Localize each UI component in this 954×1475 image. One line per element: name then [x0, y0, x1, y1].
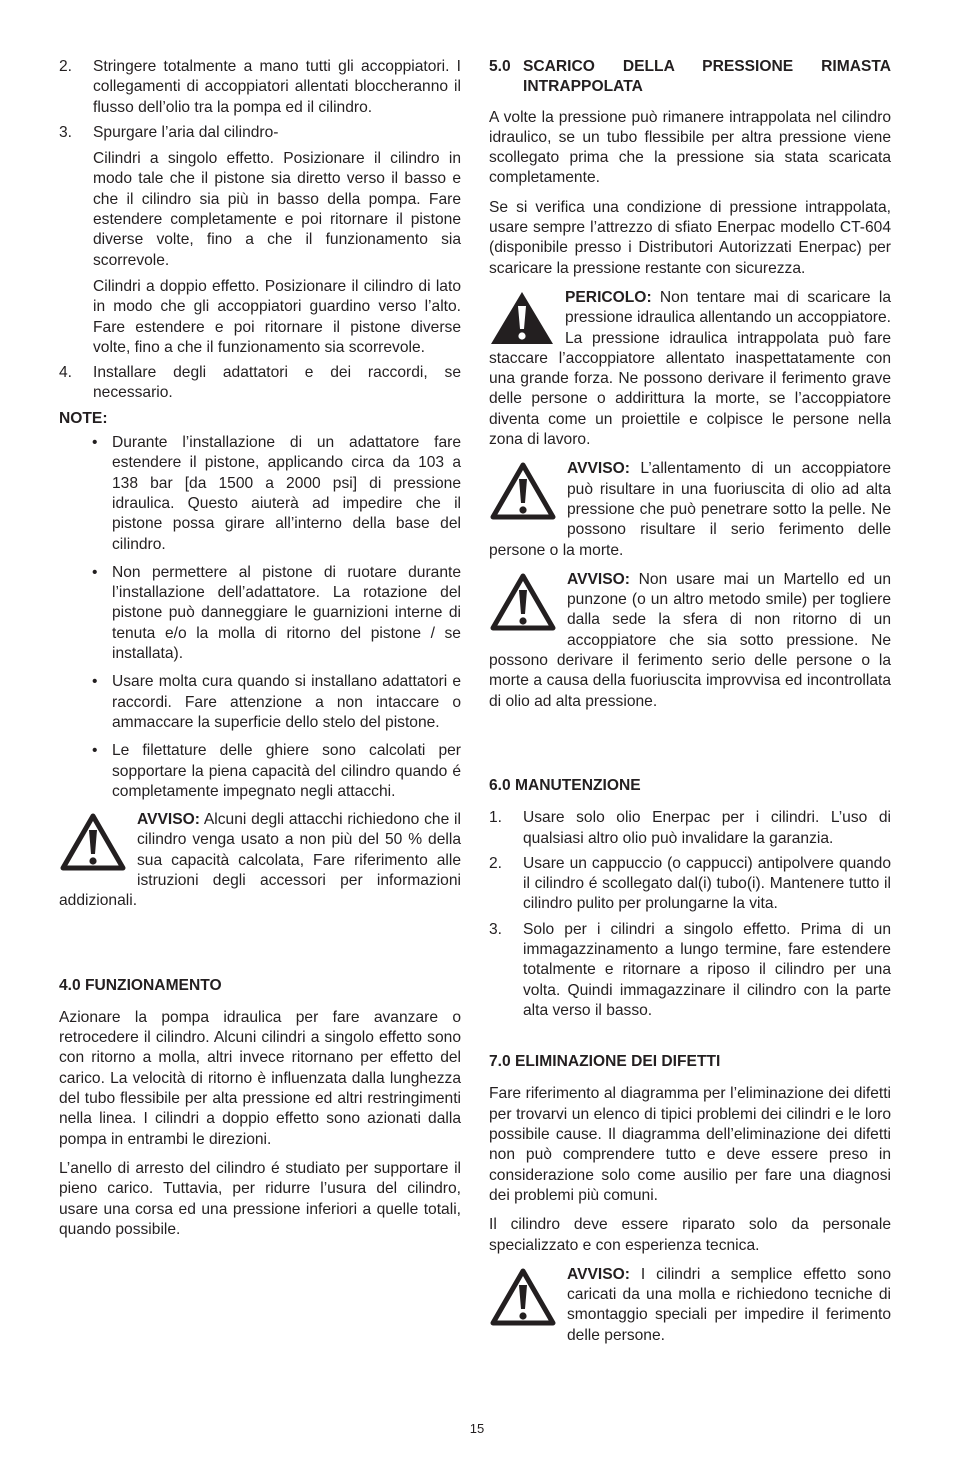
item-text: Spurgare l’aria dal cilindro- — [93, 123, 279, 141]
section-heading: 4.0 FUNZIONAMENTO — [59, 976, 222, 994]
list-item — [59, 672, 461, 733]
right-column — [489, 57, 891, 1355]
list-item — [59, 123, 461, 358]
warning-block — [489, 570, 891, 712]
paragraph: L’anello di arresto del cilindro é studiato per supportare il pieno carico. Tuttavia, per ridurre l’usura del cilindro, usare una corsa ed una pressione inferiori a quelle totali, quando possibile. — [59, 1159, 461, 1238]
section-title: SCARICO DELLA PRESSIONE RIMASTA — [523, 58, 891, 75]
danger-triangle-icon — [489, 290, 555, 346]
list-item — [59, 433, 461, 555]
item-text: Stringere totalmente a mano tutti gli accoppiatori. I collegamenti di accoppiatori allentati bloccheranno il flusso dell’olio tra la pompa ed il cilindro. — [93, 58, 461, 116]
item-number: 3. — [59, 123, 73, 141]
warning-text: I cilindri a semplice effetto sono caricati da una molla e richiedono tecniche di smontaggio speciali per impedire il ferimento delle persone. — [567, 1265, 891, 1344]
warning-text: Non usare mai un Martello ed un punzone (o un altro metodo smile) per togliere dalla sede la sfera di non ritorno di un accoppiatore che sia sotto pressione. Ne possono derivare il ferimento serio delle persone o la morte a causa della fuoriuscita improvvisa ed incontrollata di olio ad alta pressione. — [489, 570, 891, 710]
item-number: 4. — [59, 364, 73, 382]
left-column — [59, 57, 461, 1249]
item-number: 2. — [59, 58, 73, 75]
warning-block — [59, 810, 461, 911]
paragraph: A volte la pressione può rimanere intrappolata nel cilindro idraulico, se un tubo flessibile per altra pressione viene scollegato prima che la pressione sia stata scaricata completamente. — [489, 108, 891, 187]
bullet-text: Le filettature delle ghiere sono calcolati per sopportare la piena capacità del cilindro quando é completamente impegnato negli attacchi. — [112, 742, 461, 800]
warning-label: AVVISO: — [137, 811, 200, 829]
warning-triangle-icon — [489, 461, 557, 521]
section-number: 5.0 — [489, 58, 511, 75]
danger-text: Non tentare mai di scaricare la pressione idraulica allentando un accoppiatore. La pressione idraulica intrappolata può fare staccare l’accoppiatore allentato inaspettatamente con una grande forza. Ne possono derivare il ferimento grave delle persone o addirittura la morte, se l’accoppiatore diventa come un proiettile e colpisce le persone nella zona di lavoro. — [489, 288, 891, 449]
warning-label: AVVISO: — [567, 460, 630, 478]
list-item — [59, 57, 461, 118]
danger-label: PERICOLO: — [565, 288, 652, 306]
list-item — [59, 563, 461, 664]
section-heading: 6.0 MANUTENZIONE — [489, 776, 641, 794]
list-item — [489, 920, 891, 1021]
list-item — [489, 808, 891, 849]
bullet-mark: • — [92, 434, 98, 452]
item-text: Usare un cappuccio (o cappucci) antipolvere quando il cilindro é scollegato dal(i) tubo(i). Mantenere tutto il cilindro pulito per prolungarne la vita. — [523, 854, 891, 913]
item-text: Installare degli adattatori e dei raccordi, se necessario. — [93, 364, 461, 402]
list-item — [489, 854, 891, 915]
list-item — [59, 741, 461, 802]
bullet-mark: • — [92, 742, 98, 760]
warning-triangle-icon — [489, 572, 557, 632]
warning-triangle-icon — [489, 1267, 557, 1327]
single-effect-paragraph: Cilindri a singolo effetto. Posizionare il cilindro in modo tale che il pistone sia diretto verso il basso e che il cilindro sia più in basso della pompa. Fare estendere completamente e poi ritornare il pistone diverse volte, fino a che il funzionamento sia scorrevole. — [93, 150, 461, 269]
warning-text: L’allentamento di un accoppiatore può risultare in una fuoriuscita di olio ad alta pressione che può penetrare sotto la pelle. Ne possono risultare il serio ferimento delle persone o la morte. — [489, 460, 891, 559]
section-heading: 7.0 ELIMINAZIONE DEI DIFETTI — [489, 1053, 721, 1071]
warning-block — [489, 459, 891, 560]
warning-label: AVVISO: — [567, 570, 630, 588]
double-effect-paragraph: Cilindri a doppio effetto. Posizionare il cilindro di lato in modo che gli accoppiatori guardino verso l’alto. Fare estendere e poi ritornare il pistone diverse volte, fino a che il funzionamento sia scorrevole. — [93, 277, 461, 356]
bullet-text: Non permettere al pistone di ruotare durante l’installazione dell’adattatore. La rotazione del pistone può danneggiare le guarnizioni interne di tenuta e/o la molla di ritorno del pistone / se installata). — [112, 563, 461, 663]
section-title-continued: INTRAPPOLATA — [523, 78, 643, 96]
paragraph: Se si verifica una condizione di pressione intrappolata, usare sempre l’attrezzo di sfiato Enerpac modello CT-604 (disponibile presso i Distributori Autorizzati Enerpac) per scaricare la pressione restante con sicurezza. — [489, 198, 891, 277]
item-number: 3. — [489, 920, 503, 938]
warning-block — [489, 1265, 891, 1346]
bullet-mark: • — [92, 563, 98, 581]
note-label: NOTE: — [59, 409, 108, 427]
bullet-text: Durante l’installazione di un adattatore fare estendere il pistone, applicando circa da 103 a 138 bar [da 1500 a 2000 psi] di pressione idraulica. Questo aiuterà ad impedire che il pistone possa girare all’interno della base del cilindro. — [112, 434, 461, 553]
warning-triangle-icon — [59, 812, 127, 872]
paragraph: Azionare la pompa idraulica per fare avanzare o retrocedere il cilindro. Alcuni cilindri a singolo effetto sono con ritorno a molla, altri invece ritornano per effetto del carico. La velocità di ritorno è influenzata dalla lunghezza del tubo flessibile per alta pressione ed altri restringimenti nella linea. I cilindri a doppio effetto sono azionati dalla pompa in entrambi le direzioni. — [59, 1008, 461, 1148]
section-heading — [489, 57, 891, 77]
paragraph: Fare riferimento al diagramma per l’eliminazione dei difetti per trovarvi un elenco di tipici problemi dei cilindri e le loro possibile cause. Il diagramma dell’eliminazione dei difetti non può comprendere tutto e deve essere preso in considerazione solo come ausilio per fare una diagnosi dei problemi più comuni. — [489, 1085, 891, 1204]
warning-label: AVVISO: — [567, 1265, 630, 1283]
warning-text: Alcuni degli attacchi richiedono che il cilindro venga usato a non più del 50 % della sua capacità calcolata, Fare riferimento alle istruzioni degli accessori per informazioni addizionali. — [59, 811, 461, 910]
bullet-text: Usare molta cura quando si installano adattatori e raccordi. Fare attenzione a non intaccare o ammaccare la superficie dello stelo del pistone. — [112, 673, 461, 731]
item-number: 2. — [489, 854, 503, 872]
item-text: Usare solo olio Enerpac per i cilindri. L’uso di qualsiasi altro olio può invalidare la garanzia. — [523, 809, 891, 847]
page-number: 15 — [469, 1421, 485, 1436]
list-item — [59, 363, 461, 404]
item-number: 1. — [489, 809, 503, 827]
paragraph: Il cilindro deve essere riparato solo da personale specializzato e con esperienza tecnica. — [489, 1216, 891, 1254]
item-text: Solo per i cilindri a singolo effetto. Prima di un immagazzinamento a lungo termine, fare estendere totalmente e ritornare a riposo il cilindro per una volta. Quindi immagazzinare il cilindro con la parte alta verso il basso. — [523, 920, 891, 1019]
danger-block — [489, 288, 891, 450]
bullet-mark: • — [92, 673, 98, 691]
